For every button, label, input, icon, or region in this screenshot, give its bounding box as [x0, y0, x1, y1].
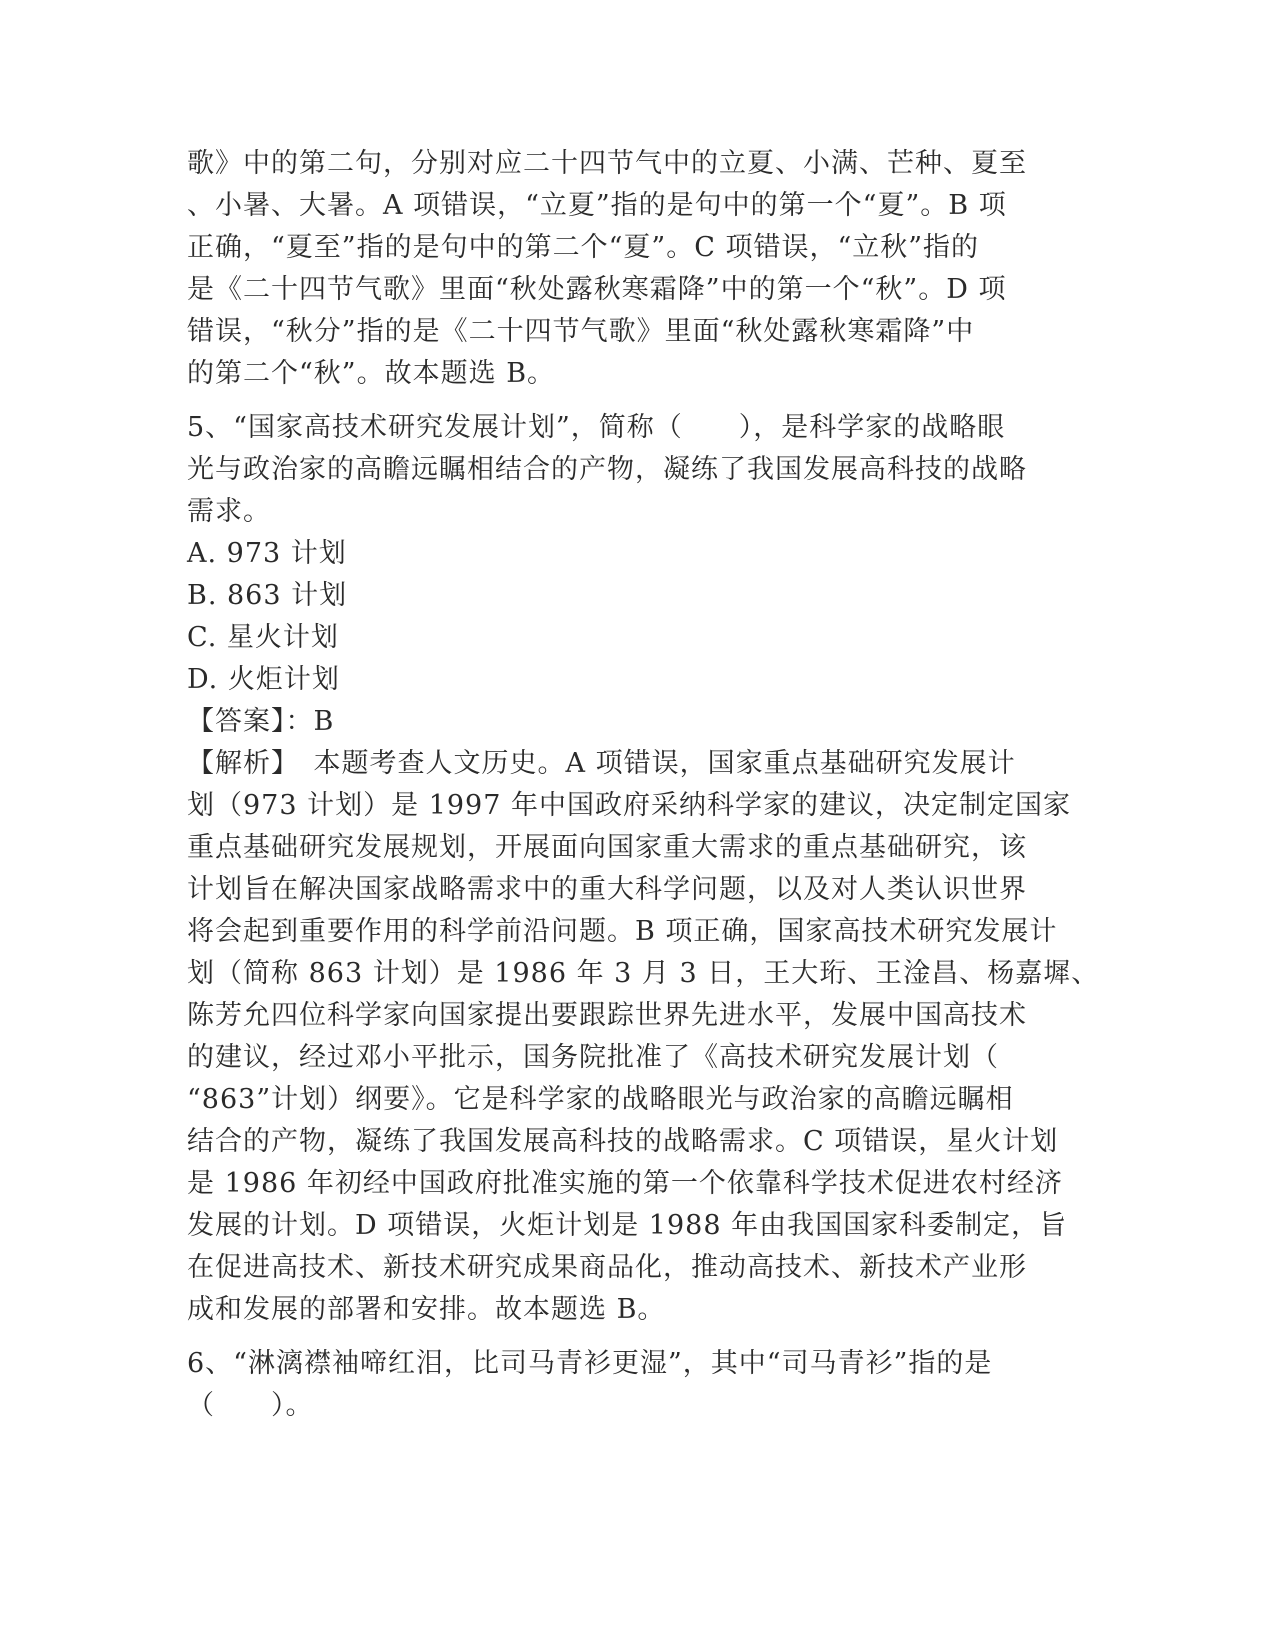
text-line: 成和发展的部署和安排。故本题选 B。: [187, 1294, 666, 1325]
text-line: 陈芳允四位科学家向国家提出要跟踪世界先进水平，发展中国高技术: [187, 1000, 1027, 1031]
text-line: 【解析】 本题考查人文历史。A 项错误，国家重点基础研究发展计: [187, 748, 1016, 779]
question-6: [187, 1343, 1072, 1427]
text-line: 在促进高技术、新技术研究成果商品化，推动高技术、新技术产业形: [187, 1252, 1027, 1283]
question-5-stem: [187, 407, 1072, 533]
text-line: 正确，“夏至”指的是句中的第二个“夏”。C 项错误，“立秋”指的: [187, 232, 980, 263]
option-b: B. 863 计划: [187, 580, 348, 611]
text-line: 5、“国家高技术研究发展计划”，简称（ ），是科学家的战略眼: [187, 412, 1006, 443]
text-line: 错误，“秋分”指的是《二十四节气歌》里面“秋处露秋寒霜降”中: [187, 316, 975, 347]
text-line: 计划旨在解决国家战略需求中的重大科学问题，以及对人类认识世界: [187, 874, 1027, 905]
text-line: 重点基础研究发展规划，开展面向国家重大需求的重点基础研究，该: [187, 832, 1027, 863]
text-line: 将会起到重要作用的科学前沿问题。B 项正确，国家高技术研究发展计: [187, 916, 1058, 947]
question-5-answer: 【答案】：B: [187, 706, 335, 737]
paragraph-gap: [187, 395, 1072, 407]
text-line: 发展的计划。D 项错误，火炬计划是 1988 年由我国国家科委制定，旨: [187, 1210, 1068, 1241]
text-line: （ ）。: [187, 1390, 314, 1421]
question-5: [187, 407, 1100, 1331]
text-line: 、小暑、大暑。A 项错误，“立夏”指的是句中的第一个“夏”。B 项: [187, 190, 1007, 221]
text-line: “863”计划）纲要》。它是科学家的战略眼光与政治家的高瞻远瞩相: [187, 1084, 1014, 1115]
option-a: A. 973 计划: [187, 538, 347, 569]
text-line: 是《二十四节气歌》里面“秋处露秋寒霜降”中的第一个“秋”。D 项: [187, 274, 1007, 305]
text-line: 划（简称 863 计划）是 1986 年 3 月 3 日，王大珩、王淦昌、杨嘉墀、: [187, 958, 1100, 989]
text-line: 结合的产物，凝练了我国发展高科技的战略需求。C 项错误，星火计划: [187, 1126, 1059, 1157]
text-line: 是 1986 年初经中国政府批准实施的第一个依靠科学技术促进农村经济: [187, 1168, 1063, 1199]
paragraph-gap: [187, 1331, 1072, 1343]
option-c: C. 星火计划: [187, 622, 339, 653]
text-line: 的第二个“秋”。故本题选 B。: [187, 358, 556, 389]
text-line: 6、“淋漓襟袖啼红泪，比司马青衫更湿”，其中“司马青衫”指的是: [187, 1348, 993, 1379]
document-content: [187, 143, 1100, 1427]
question-5-options: [187, 533, 1072, 701]
q4-explanation: [187, 143, 1072, 395]
text-line: 歌》中的第二句，分别对应二十四节气中的立夏、小满、芒种、夏至: [187, 148, 1027, 179]
question-5-explanation: [187, 743, 1100, 1331]
text-line: 划（973 计划）是 1997 年中国政府采纳科学家的建议，决定制定国家: [187, 790, 1071, 821]
text-line: 的建议，经过邓小平批示，国务院批准了《高技术研究发展计划（: [187, 1042, 999, 1073]
text-line: 需求。: [187, 496, 271, 527]
option-d: D. 火炬计划: [187, 664, 340, 695]
text-line: 光与政治家的高瞻远瞩相结合的产物，凝练了我国发展高科技的战略: [187, 454, 1027, 485]
